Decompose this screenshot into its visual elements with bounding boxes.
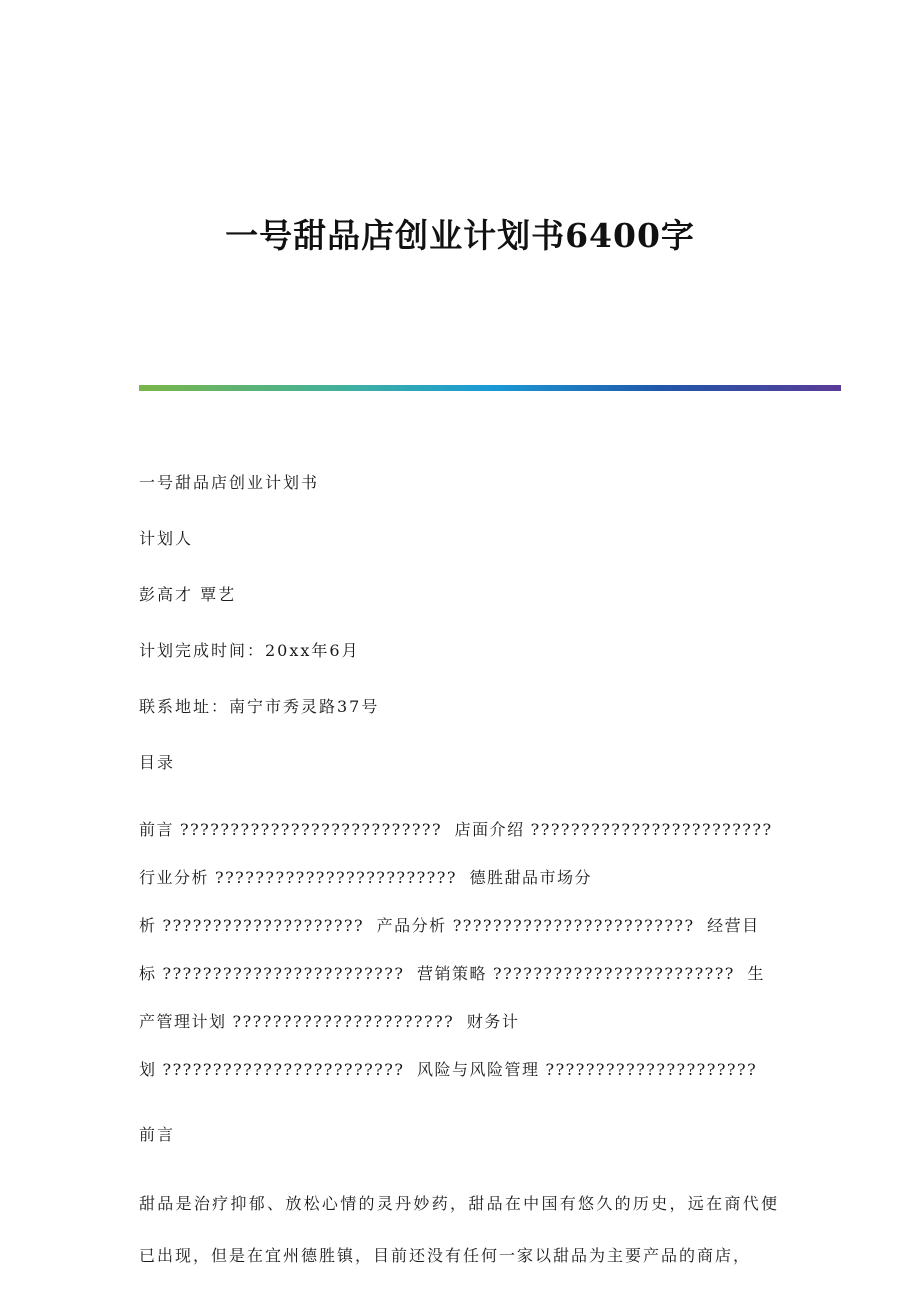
toc-item-label: 营销策略 [416, 964, 487, 983]
toc-item-label: 生产管理计划 [139, 964, 765, 1031]
contact-address: 联系地址：南宁市秀灵路37号 [139, 697, 380, 716]
toc-item-label: 店面介绍 [454, 820, 525, 839]
planner-label: 计划人 [139, 529, 194, 548]
toc-heading: 目录 [139, 753, 176, 772]
toc-item-leader: ????????????????????? [545, 1060, 758, 1079]
planner-names: 彭高才 覃艺 [139, 585, 237, 604]
toc-item-label: 经营目标 [139, 916, 760, 983]
toc-item-leader: ?????????????????????? [232, 1012, 455, 1031]
toc-item-label: 产品分析 [376, 916, 447, 935]
completion-time: 计划完成时间：20xx年6月 [139, 641, 360, 660]
toc-item-leader: ?????????????????????????? [180, 820, 443, 839]
preface-heading: 前言 [139, 1125, 176, 1144]
toc-item-leader: ???????????????????? [162, 916, 365, 935]
document-title: 一号甜品店创业计划书6400字 [225, 216, 695, 255]
preface-paragraph: 甜品是治疗抑郁、放松心情的灵丹妙药，甜品在中国有悠久的历史，远在商代便已出现，但是在宜州德胜镇，目前还没有任何一家以甜品为主要产品的商店， [139, 1194, 779, 1265]
toc-item-leader: ???????????????????????? [493, 964, 735, 983]
toc-item-label: 前言 [139, 820, 175, 839]
toc-item-leader: ???????????????????????? [162, 964, 405, 983]
toc-item-leader: ???????????????????????? [530, 820, 773, 839]
table-of-contents [139, 806, 779, 1094]
subtitle: 一号甜品店创业计划书 [139, 473, 320, 492]
toc-item-leader: ???????????????????????? [452, 916, 695, 935]
toc-item-label: 风险与风险管理 [416, 1060, 540, 1079]
toc-item-leader: ???????????????????????? [162, 1060, 405, 1079]
document-body [139, 470, 779, 1282]
title-divider [139, 385, 841, 391]
toc-item-label: 德胜甜品市场分析 [139, 868, 592, 935]
toc-item-label: 行业分析 [139, 868, 210, 887]
toc-item-leader: ???????????????????????? [215, 868, 457, 887]
toc-item-label: 财务计划 [139, 1012, 520, 1079]
